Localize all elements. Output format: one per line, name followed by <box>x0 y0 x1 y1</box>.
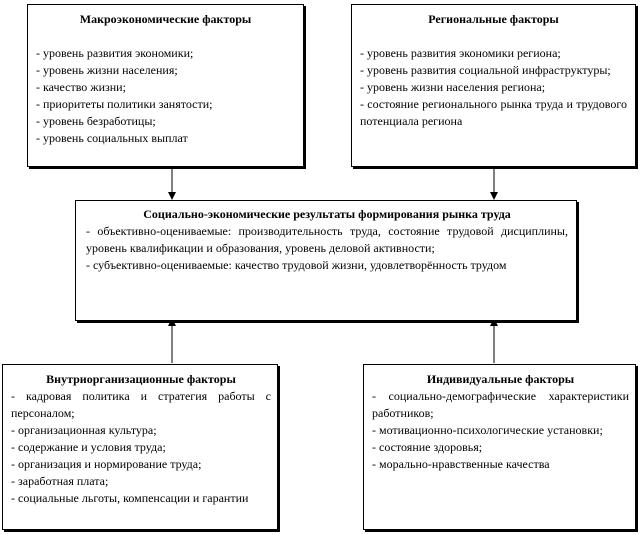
list-item: - заработная плата; <box>11 474 109 488</box>
individual-factors-list <box>372 388 629 473</box>
regional-factors-title: Региональные факторы <box>428 12 559 26</box>
macro-factors-box <box>27 4 304 167</box>
list-item: - содержание и условия труда; <box>11 440 166 454</box>
list-item: - объективно-оцениваемые: производительность труда, состояние трудовой дисциплины, уровень квалификации и образования, уровень деловой активности; <box>86 224 568 255</box>
list-item: - уровень жизни населения региона; <box>360 80 546 94</box>
list-item: - социальные льготы, компенсации и гарантии <box>11 491 249 505</box>
list-item: - кадровая политика и стратегия работы с персоналом; <box>11 389 271 420</box>
list-item: - морально-нравственные качества <box>372 457 550 471</box>
list-item: - состояние здоровья; <box>372 440 483 454</box>
list-item: - уровень социальных выплат <box>36 131 188 145</box>
list-item: - уровень развития социальной инфраструктуры; <box>360 63 611 77</box>
list-item: - приоритеты политики занятости; <box>36 97 213 111</box>
regional-factors-list <box>360 45 627 130</box>
list-item: - уровень развития экономики региона; <box>360 46 561 60</box>
socio-economic-results-list <box>86 223 568 274</box>
list-item: - субъективно-оцениваемые: качество трудовой жизни, удовлетворённость трудом <box>86 258 507 272</box>
internal-factors-title: Внутриорганизационные факторы <box>46 372 236 386</box>
socio-economic-results-box <box>75 200 577 321</box>
list-item: - уровень жизни населения; <box>36 63 178 77</box>
internal-factors-list <box>11 388 271 507</box>
individual-factors-box <box>363 364 636 530</box>
list-item: - организационная культура; <box>11 423 157 437</box>
internal-factors-box <box>2 364 278 530</box>
list-item: - состояние регионального рынка труда и трудового потенциала региона <box>360 97 627 128</box>
socio-economic-results-title: Социально-экономические результаты формирования рынка труда <box>143 207 511 221</box>
list-item: - социально-демографические характеристики работников; <box>372 389 629 420</box>
list-item: - качество жизни; <box>36 80 126 94</box>
list-item: - организация и нормирование труда; <box>11 457 202 471</box>
macro-factors-list <box>36 45 295 147</box>
list-item: - мотивационно-психологические установки; <box>372 423 603 437</box>
list-item: - уровень развития экономики; <box>36 46 194 60</box>
individual-factors-title: Индивидуальные факторы <box>426 372 575 386</box>
list-item: - уровень безработицы; <box>36 114 156 128</box>
regional-factors-box <box>351 4 636 167</box>
macro-factors-title: Макроэкономические факторы <box>79 12 252 26</box>
